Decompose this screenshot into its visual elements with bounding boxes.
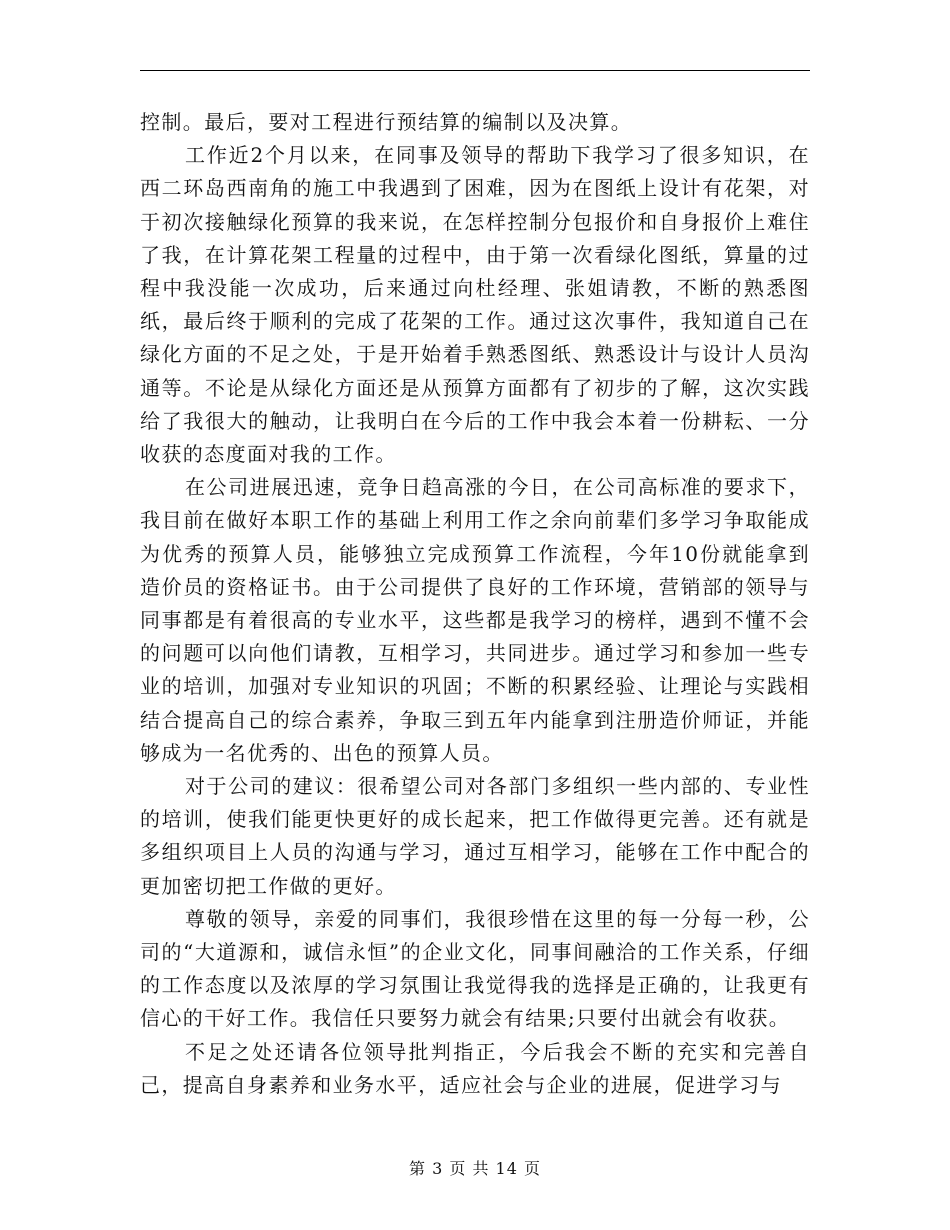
header-rule — [140, 70, 810, 71]
paragraph-work-experience: 工作近2个月以来，在同事及领导的帮助下我学习了很多知识，在西二环岛西南角的施工中我遇到了困难，因为在图纸上设计有花架，对于初次接触绿化预算的我来说，在怎样控制分包报价和自身报价上难住了我，在计算花架工程量的过程中，由于第一次看绿化图纸，算量的过程中我没能一次成功，后来通过向杜经理、张姐请教，不断的熟悉图纸，最后终于顺利的完成了花架的工作。通过这次事件，我知道自己在绿化方面的不足之处，于是开始着手熟悉图纸、熟悉设计与设计人员沟通等。不论是从绿化方面还是从预算方面都有了初步的了解，这次实践给了我很大的触动，让我明白在今后的工作中我会本着一份耕耘、一分收获的态度面对我的工作。 — [140, 143, 810, 467]
paragraph-gratitude: 尊敬的领导，亲爱的同事们，我很珍惜在这里的每一分每一秒，公司的“大道源和，诚信永恒”的企业文化，同事间融洽的工作关系，仔细的工作态度以及浓厚的学习氛围让我觉得我的选择是正确的，让我更有信心的干好工作。我信任只要努力就会有结果;只要付出就会有收获。 — [140, 906, 810, 1031]
paragraph-suggestions: 对于公司的建议：很希望公司对各部门多组织一些内部的、专业性的培训，使我们能更快更好的成长起来，把工作做得更完善。还有就是多组织项目上人员的沟通与学习，通过互相学习，能够在工作中配合的更加密切把工作做的更好。 — [140, 774, 810, 898]
page-number-footer — [0, 1156, 950, 1179]
document-body — [140, 106, 810, 1102]
paragraph-career-goals: 在公司进展迅速，竞争日趋高涨的今日，在公司高标准的要求下，我目前在做好本职工作的基础上利用工作之余向前辈们多学习争取能成为优秀的预算人员，能够独立完成预算工作流程，今年10份就能拿到造价员的资格证书。由于公司提供了良好的工作环境，营销部的领导与同事都是有着很高的专业水平，这些都是我学习的榜样，遇到不懂不会的问题可以向他们请教，互相学习，共同进步。通过学习和参加一些专业的培训，加强对专业知识的巩固；不断的积累经验、让理论与实践相结合提高自己的综合素养，争取三到五年内能拿到注册造价师证，并能够成为一名优秀的、出色的预算人员。 — [140, 475, 810, 765]
paragraph-closing: 不足之处还请各位领导批判指正，今后我会不断的充实和完善自己，提高自身素养和业务水平，适应社会与企业的进展，促进学习与 — [140, 1039, 810, 1097]
paragraph-continuation: 控制。最后，要对工程进行预结算的编制以及决算。 — [140, 110, 633, 134]
page-number-label: 第 3 页 共 14 页 — [409, 1159, 541, 1178]
